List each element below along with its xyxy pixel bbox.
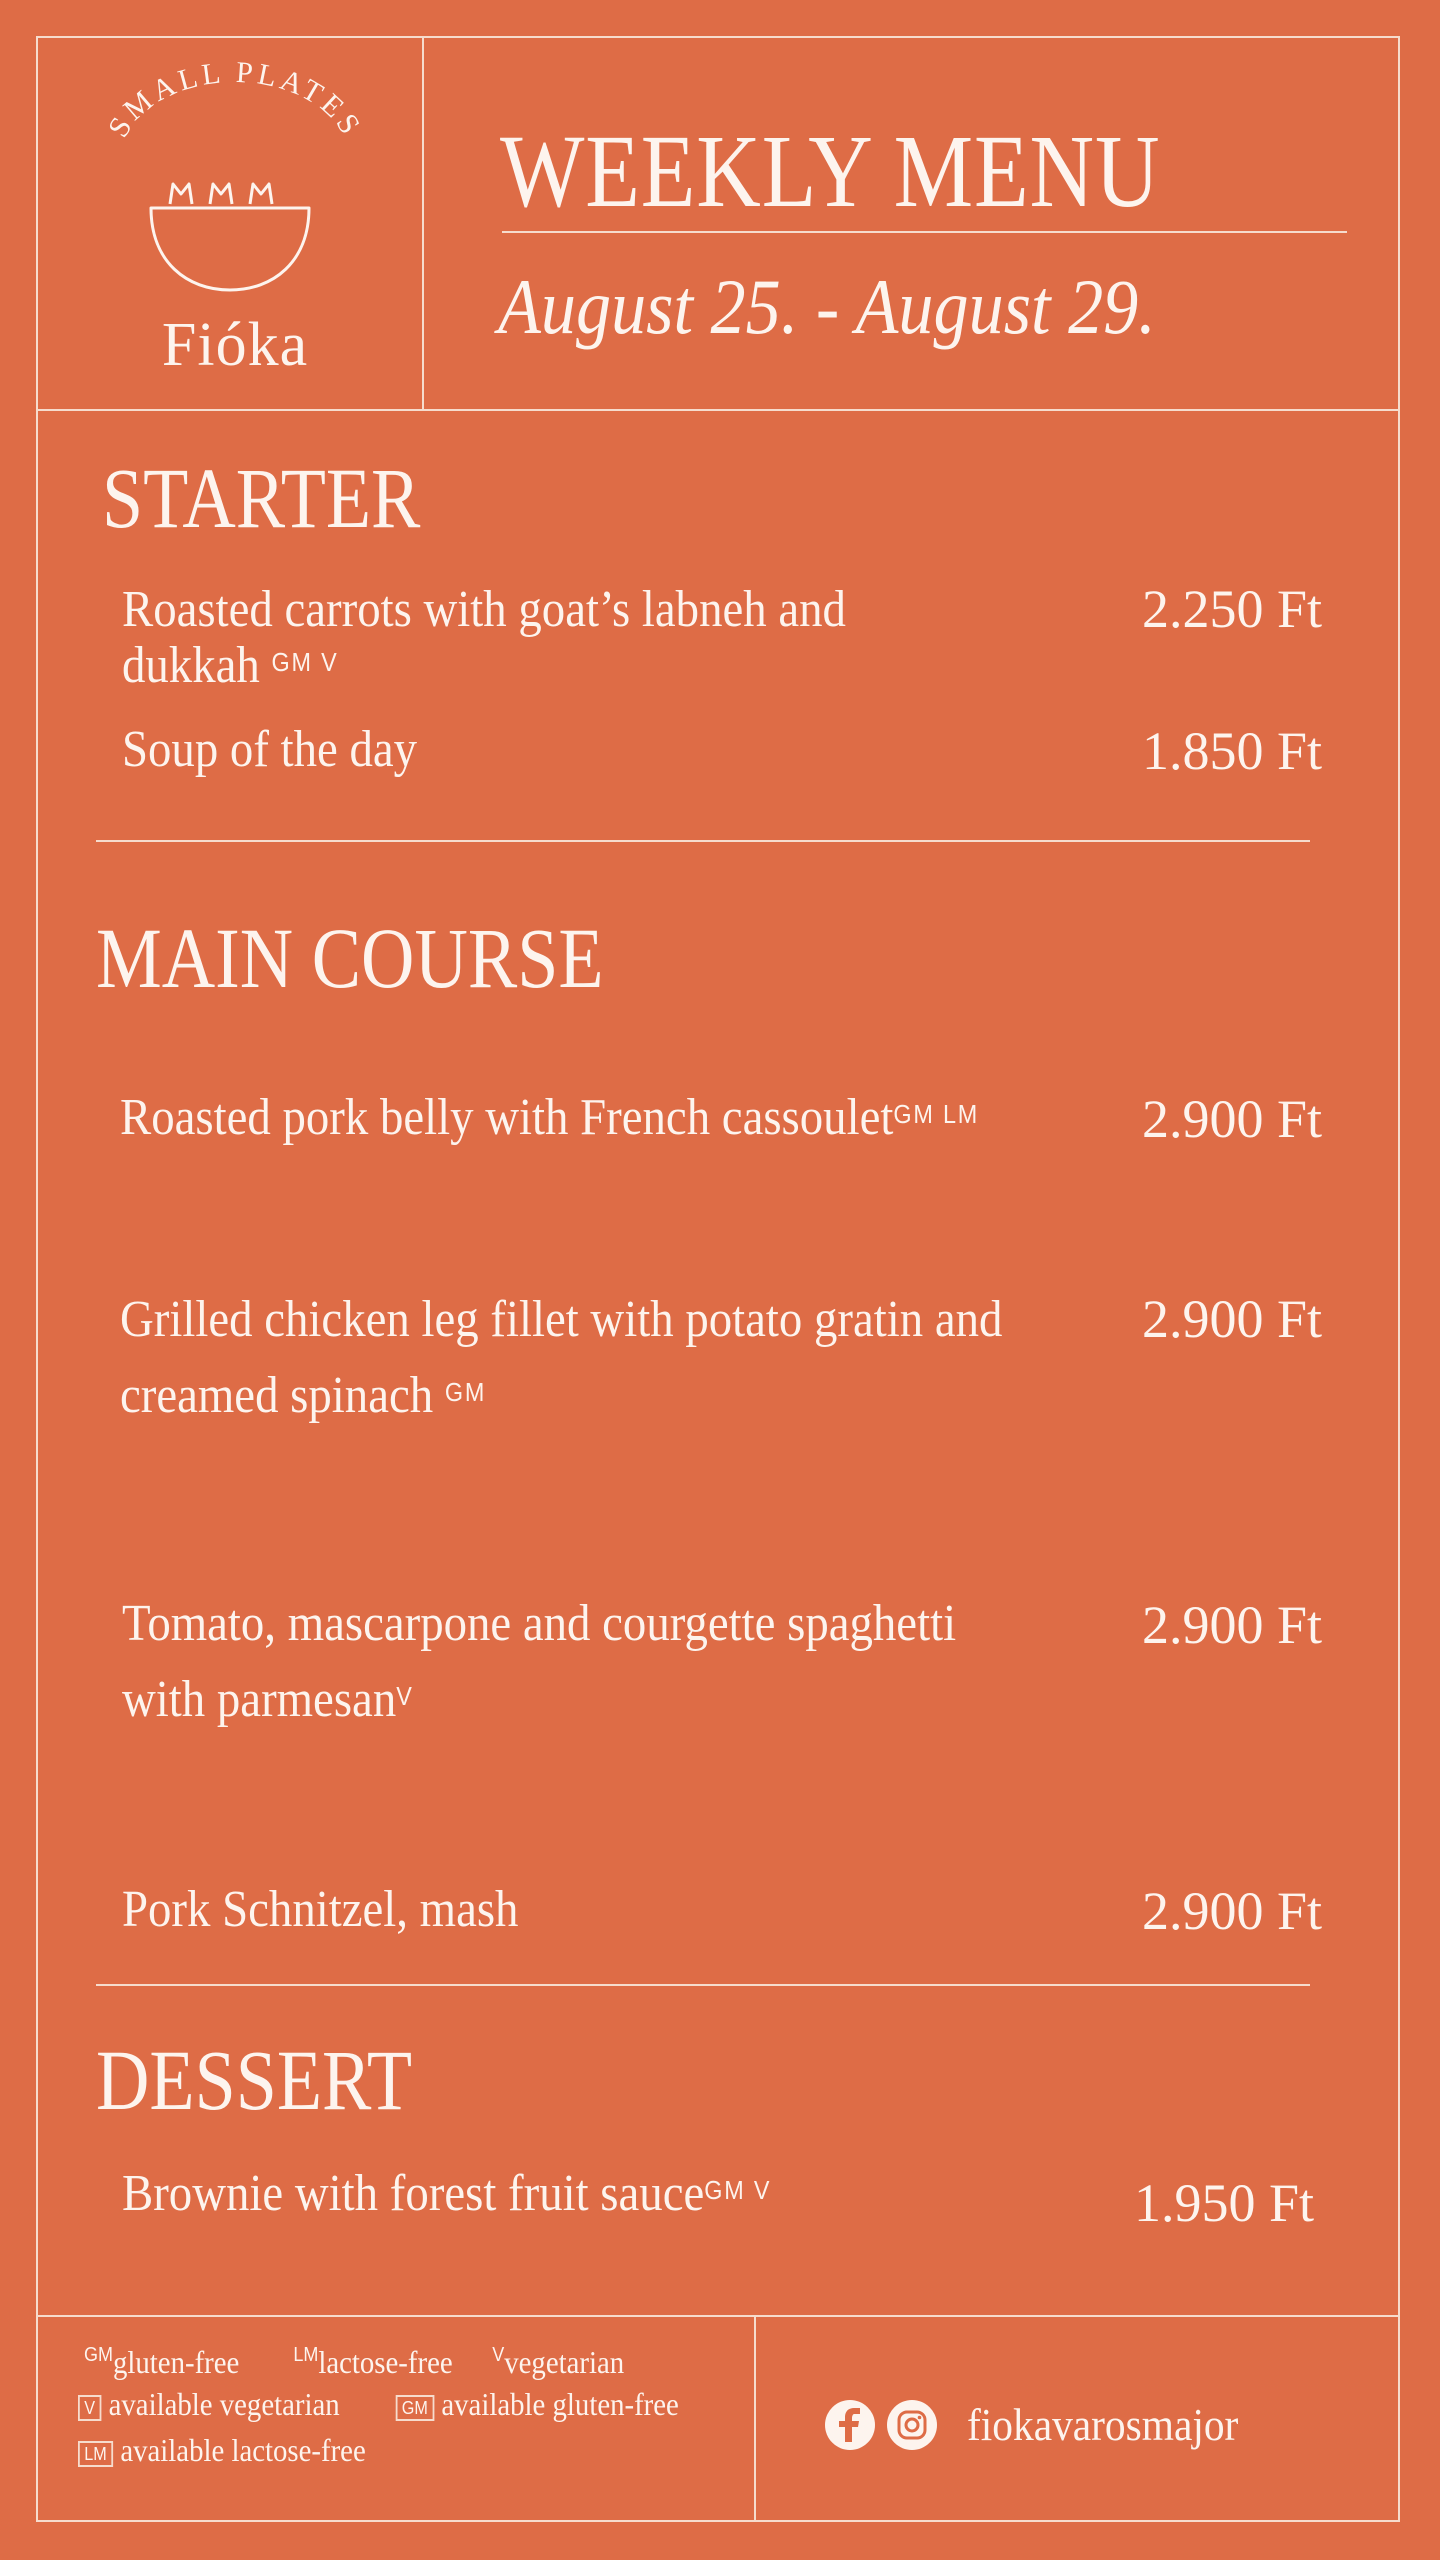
legend-row-1: $^{GM}$gluten-free $^{LM}$lactose-free $^V$vegetarian: [84, 2344, 625, 2380]
section-title-dessert: DESSERT: [96, 2032, 413, 2128]
header-bottom-rule: [36, 409, 1400, 411]
footer-divider: [754, 2315, 756, 2522]
diet-tags: GM: [444, 1377, 487, 1407]
diet-tags: GM V: [271, 647, 339, 677]
bowl-logo-icon: [145, 172, 315, 302]
header-divider: [422, 36, 424, 410]
brand-tagline-arc: [90, 62, 380, 182]
facebook-icon[interactable]: [825, 2400, 875, 2450]
brand-tagline: SMALL PLATES: [101, 62, 369, 144]
diet-tags: GM LM: [893, 1099, 980, 1129]
legend-row-3: LM available lactose-free: [78, 2432, 366, 2469]
brand-name: Fióka: [161, 311, 309, 379]
legend-row-2: V available vegetarian GM available gluten-free: [78, 2386, 679, 2423]
social-links: [825, 2398, 1268, 2451]
menu-item-price: 1.850 Ft: [1141, 721, 1322, 781]
social-handle[interactable]: fiokavarosmajor: [967, 2399, 1239, 2450]
menu-item-name: Pork Schnitzel, mash: [122, 1881, 519, 1938]
diet-tags: GM V: [704, 2175, 772, 2205]
menu-item-price: 1.950 Ft: [1133, 2173, 1314, 2233]
section-title-starter: STARTER: [102, 450, 421, 546]
menu-item-price: 2.250 Ft: [1141, 579, 1322, 639]
menu-item-name: Brownie with forest fruit sauce$^{GM V}$: [122, 2165, 772, 2222]
diet-tags: V: [396, 1681, 414, 1711]
section-divider: [96, 840, 1310, 842]
menu-item-name: Tomato, mascarpone and courgette spaghetti with parmesan$^V$: [122, 1595, 957, 1728]
footer-top-rule: [36, 2315, 1400, 2317]
menu-item-price: 2.900 Ft: [1141, 1289, 1322, 1349]
menu-item-name: Roasted pork belly with French cassoulet$^{GM LM}$: [120, 1089, 980, 1146]
menu-item-price: 2.900 Ft: [1141, 1881, 1322, 1941]
menu-item-name: Roasted carrots with goat’s labneh and dukkah $^{GM V}$: [122, 581, 846, 694]
svg-text:SMALL PLATES: [102, 62, 369, 143]
menu-item-price: 2.900 Ft: [1141, 1089, 1322, 1149]
title-underline: [502, 231, 1347, 233]
page-title: WEEKLY MENU: [500, 114, 1161, 229]
menu-item-price: 2.900 Ft: [1141, 1595, 1322, 1655]
menu-item-name: Soup of the day: [122, 721, 418, 778]
section-title-main-course: MAIN COURSE: [96, 910, 604, 1006]
section-divider: [96, 1984, 1310, 1986]
menu-item-name: Grilled chicken leg fillet with potato gratin and creamed spinach $^{GM}$: [120, 1291, 1003, 1424]
instagram-icon[interactable]: [887, 2400, 937, 2450]
menu-dates: August 25. - August 29.: [498, 263, 1156, 350]
